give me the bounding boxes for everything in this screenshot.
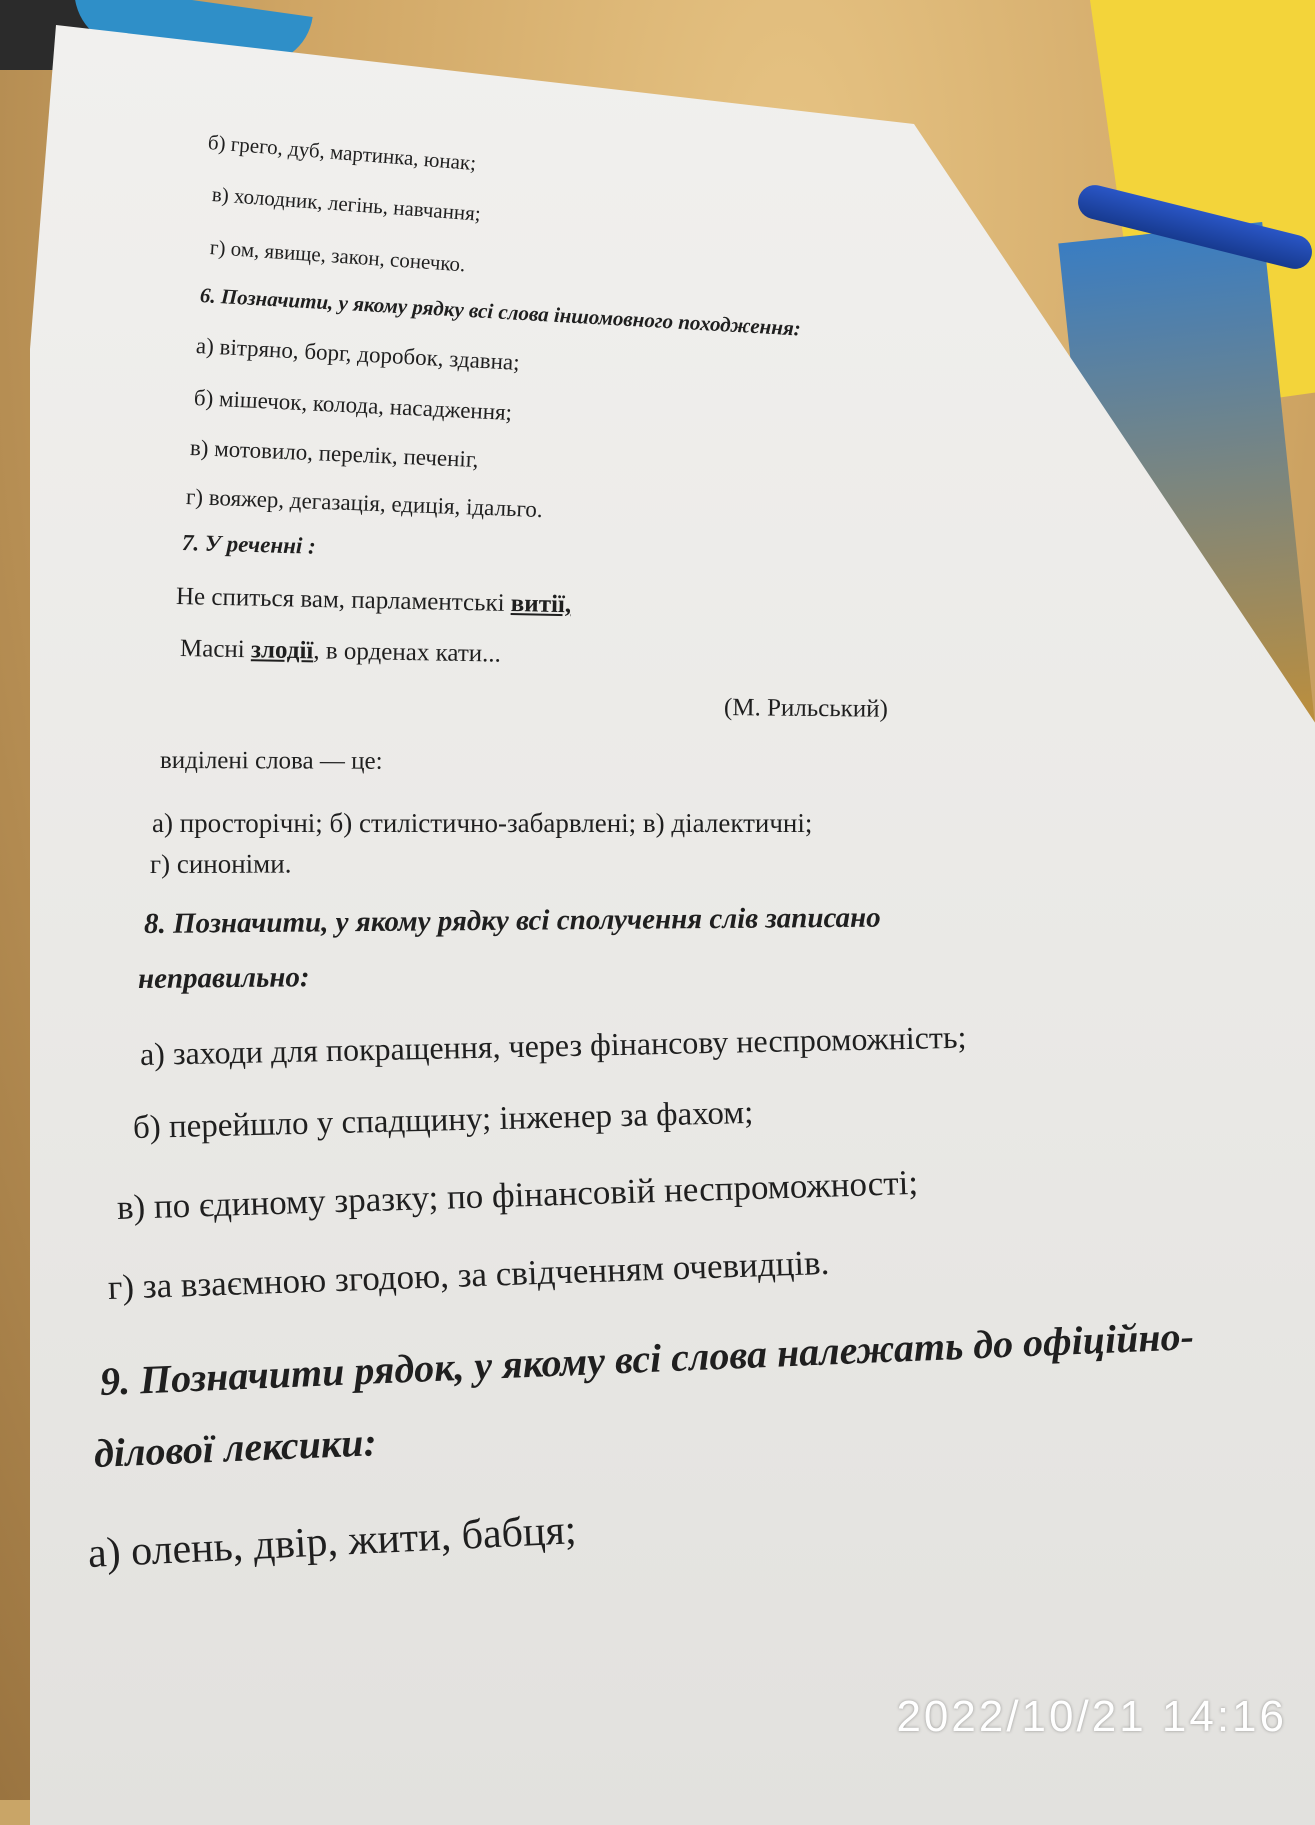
q7-highlight-word2: злодії (250, 636, 314, 665)
q8-title-line2: неправильно: (137, 961, 310, 995)
q7-highlight-word1: витії, (510, 590, 572, 619)
q7-title: 7. У реченні : (181, 530, 317, 559)
q8-option-b: б) перейшло у спадщину; інженер за фахом; (132, 1094, 754, 1146)
q5-option-b: б) грего, дуб, мартинка, юнак; (207, 130, 478, 176)
q7-author: (М. Рильський) (723, 694, 889, 723)
q9-title-line2: ділової лексики: (93, 1419, 378, 1476)
q7-line1-text: Не спиться вам, парламентські (175, 583, 512, 618)
q6-option-v: в) мотовило, перелік, печеніг, (189, 435, 479, 473)
q6-title: 6. Позначити, у якому рядку всі слова іншомовного походження: (199, 283, 802, 341)
q7-options-row1: а) просторічні; б) стилістично-забарвлені; в) діалектичні; (152, 808, 813, 838)
q7-options-row2: г) синоніми. (149, 848, 292, 879)
q6-option-g: г) вояжер, дегазація, едиція, ідальго. (185, 484, 544, 523)
q9-option-a: а) олень, двір, жити, бабця; (86, 1507, 578, 1577)
q9-title-line1: 9. Позначити рядок, у якому всі слова належать до офіційно- (99, 1313, 1195, 1404)
photo-timestamp: 2022/10/21 14:16 (896, 1692, 1287, 1741)
q7-quote-line2 (180, 635, 501, 669)
q6-option-a: а) вітряно, борг, доробок, здавна; (195, 333, 521, 375)
q6-option-b: б) мішечок, колода, насадження; (193, 385, 513, 425)
q7-lead: виділені слова — це: (159, 747, 383, 775)
q7-line2-post: , в орденах кати... (313, 637, 502, 668)
q5-option-g: г) ом, явище, закон, сонечко. (209, 235, 467, 277)
q5-option-v: в) холодник, легінь, навчання; (211, 182, 482, 226)
q7-line2-pre: Масні (179, 635, 252, 664)
q8-option-a: а) заходи для покращення, через фінансову неспроможність; (139, 1018, 967, 1072)
q8-option-v: в) по єдиному зразку; по фінансовій неспроможності; (116, 1162, 919, 1227)
q8-option-g: г) за взаємною згодою, за свідченням очевидців. (107, 1242, 830, 1307)
q8-title-line1: 8. Позначити, у якому рядку всі сполучення слів записано (143, 901, 881, 940)
